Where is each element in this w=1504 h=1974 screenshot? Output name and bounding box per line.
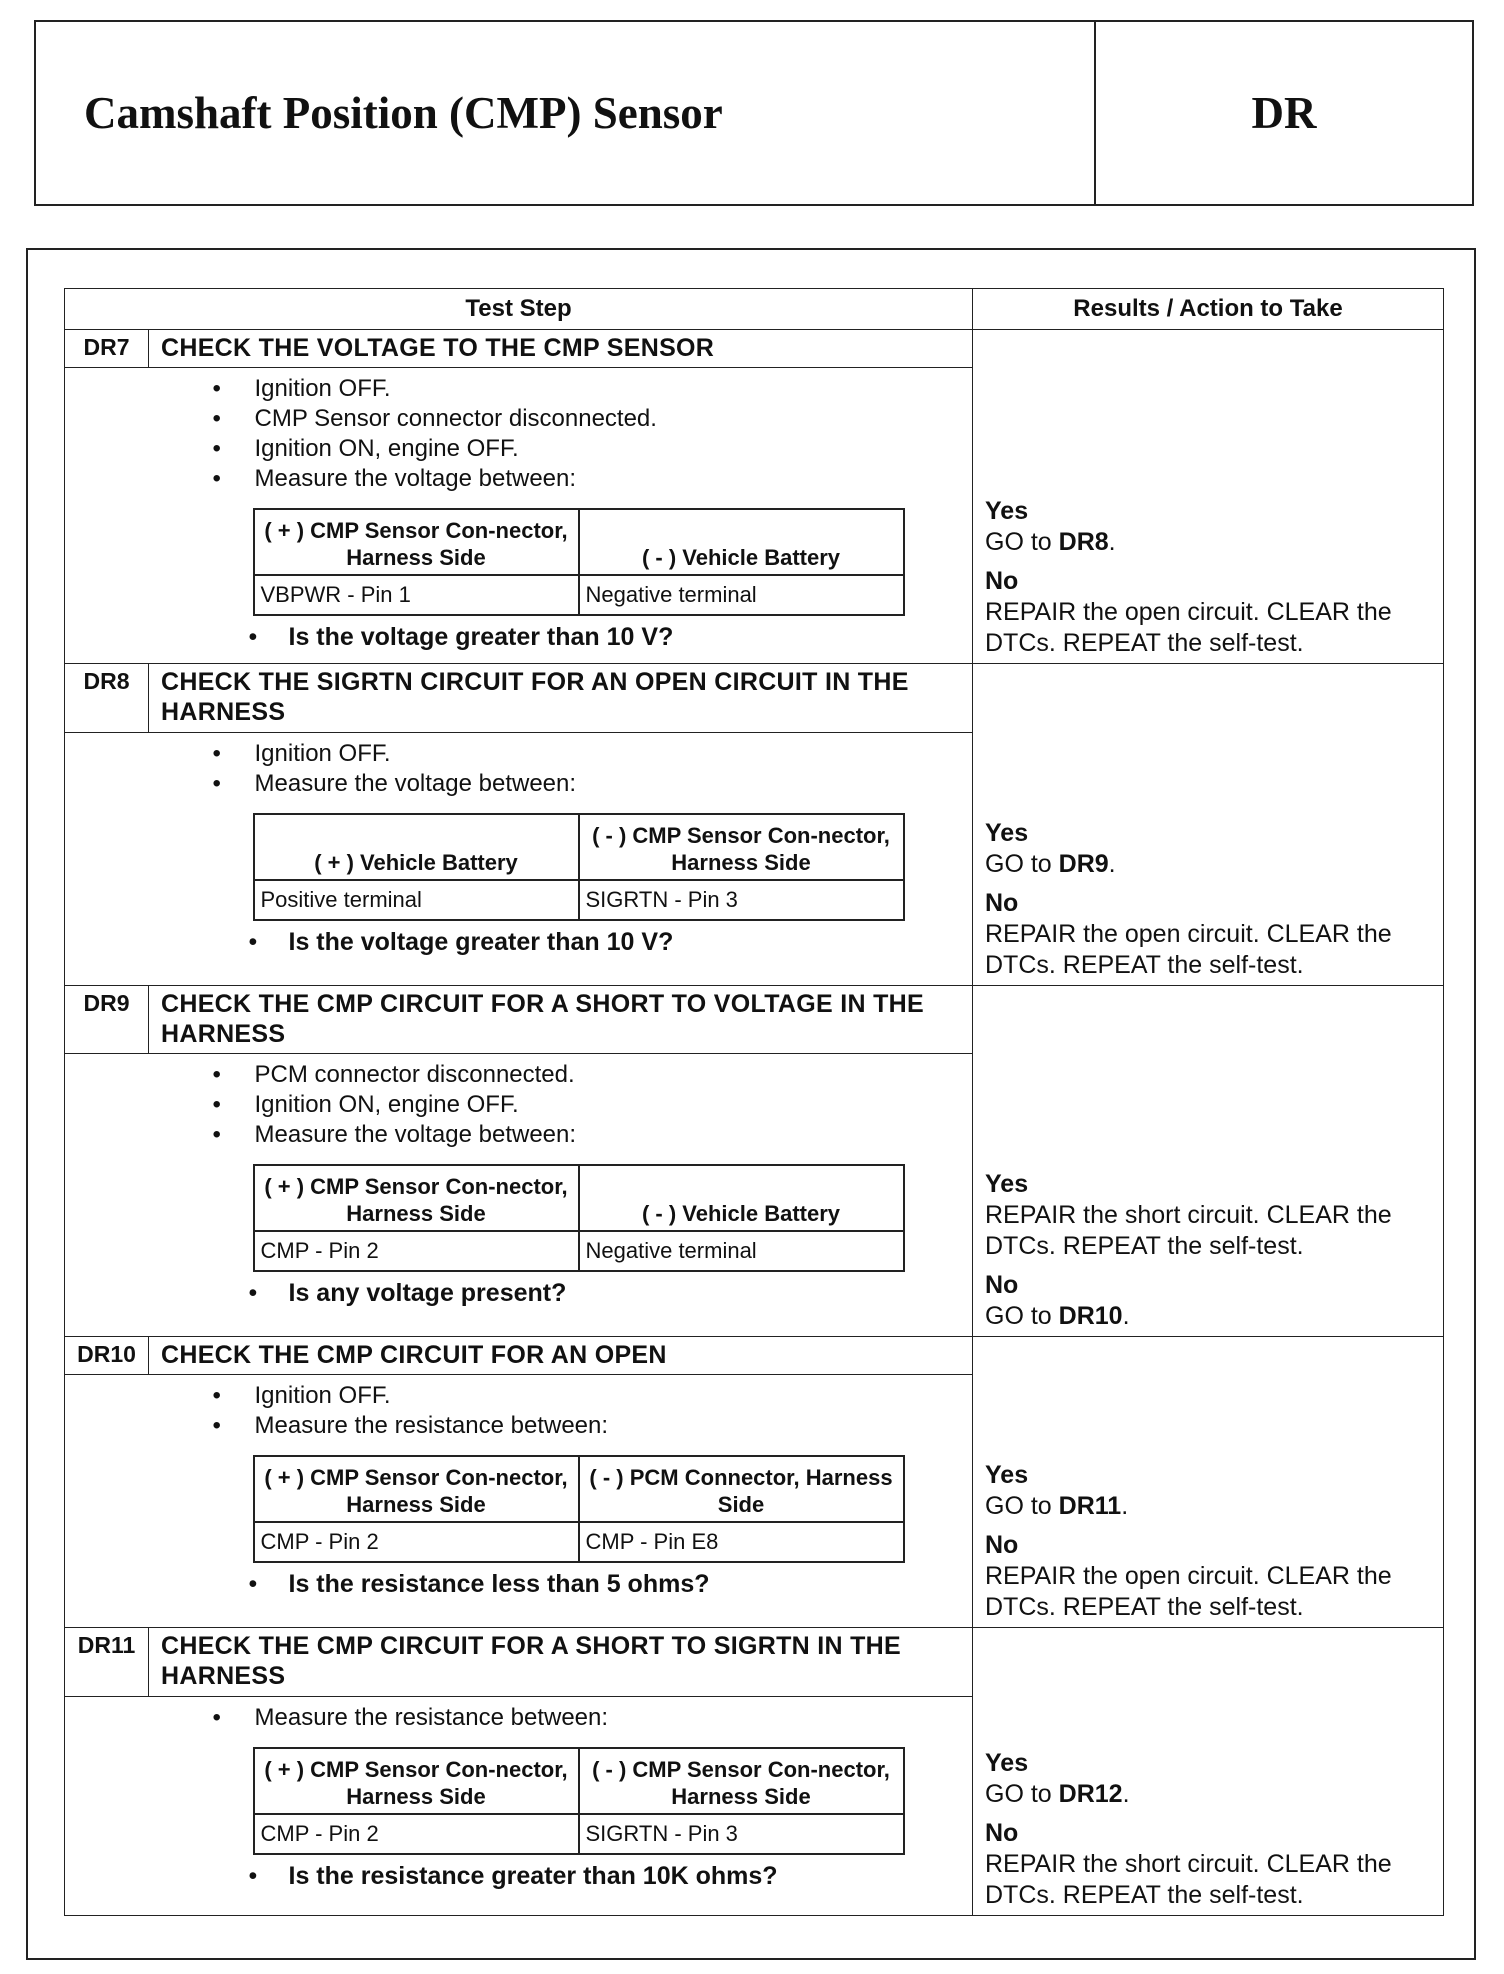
step-question: • Is the voltage greater than 10 V?: [289, 622, 967, 652]
step-id: DR8: [65, 664, 149, 733]
step-instruction: • Ignition OFF.: [255, 1381, 967, 1411]
step-result: [973, 330, 1444, 664]
no-action: REPAIR the short circuit. CLEAR the DTCs. REPEAT the self-test.: [985, 1850, 1392, 1909]
yes-step-ref: DR12: [1058, 1780, 1123, 1808]
instruction-list: [149, 374, 967, 494]
step-id: DR7: [65, 330, 149, 368]
measure-col-negative: ( - ) Vehicle Battery: [579, 1165, 904, 1231]
yes-action: REPAIR the short circuit. CLEAR the DTCs. REPEAT the self-test.: [985, 1201, 1392, 1261]
yes-action: GO to DR12.: [985, 1780, 1130, 1808]
measurement-table: [253, 1455, 905, 1563]
measure-val-positive: CMP - Pin 2: [254, 1231, 579, 1271]
step-title-row: [65, 1337, 1444, 1375]
measure-val-negative: Negative terminal: [579, 1231, 904, 1271]
measure-col-positive: ( + ) CMP Sensor Con-nector, Harness Side: [254, 1748, 579, 1814]
no-label: No: [985, 1531, 1019, 1560]
no-action: REPAIR the open circuit. CLEAR the DTCs. REPEAT the self-test.: [985, 598, 1392, 657]
step-instruction: • Ignition OFF.: [255, 374, 967, 404]
instruction-list: [149, 1703, 967, 1733]
step-instruction: • Measure the resistance between:: [255, 1411, 967, 1441]
measure-val-negative: CMP - Pin E8: [579, 1522, 904, 1562]
diagnostic-table: [64, 288, 1444, 1916]
step-instruction: • Measure the voltage between:: [255, 464, 967, 494]
yes-step-ref: DR11: [1058, 1492, 1122, 1521]
no-action: REPAIR the open circuit. CLEAR the DTCs. REPEAT the self-test.: [985, 1562, 1392, 1622]
step-body: [149, 1375, 973, 1628]
step-id: DR10: [65, 1337, 149, 1375]
measure-val-positive: VBPWR - Pin 1: [254, 575, 579, 615]
step-title: CHECK THE SIGRTN CIRCUIT FOR AN OPEN CIRCUIT IN THE HARNESS: [149, 664, 973, 733]
step-instruction: • Ignition ON, engine OFF.: [255, 434, 967, 464]
step-instruction: • CMP Sensor connector disconnected.: [255, 404, 967, 434]
measurement-table: [253, 508, 905, 616]
table-header-row: [65, 289, 1444, 330]
step-result: [973, 664, 1444, 986]
page-header: [34, 20, 1474, 206]
step-instruction: • Ignition ON, engine OFF.: [255, 1090, 967, 1120]
step-id: DR11: [65, 1628, 149, 1697]
measure-col-negative: ( - ) CMP Sensor Con-nector, Harness Side: [579, 814, 904, 880]
no-action: GO to DR10.: [985, 1302, 1130, 1331]
yes-action: GO to DR9.: [985, 849, 1116, 878]
question-list: [149, 1278, 967, 1308]
no-label: No: [985, 1819, 1019, 1847]
step-question: • Is the resistance less than 5 ohms?: [289, 1569, 967, 1599]
no-action: REPAIR the open circuit. CLEAR the DTCs. REPEAT the self-test.: [985, 919, 1392, 979]
yes-action: GO to DR8.: [985, 528, 1116, 556]
measure-val-positive: CMP - Pin 2: [254, 1522, 579, 1562]
yes-step-ref: DR8: [1058, 528, 1109, 556]
yes-label: Yes: [985, 497, 1029, 525]
step-instruction: • Measure the voltage between:: [255, 769, 967, 799]
step-question: • Is any voltage present?: [289, 1278, 967, 1308]
step-title: CHECK THE VOLTAGE TO THE CMP SENSOR: [149, 330, 973, 368]
measurement-table: [253, 1747, 905, 1855]
step-question: • Is the voltage greater than 10 V?: [289, 927, 967, 957]
measure-val-positive: Positive terminal: [254, 880, 579, 920]
measure-col-negative: ( - ) Vehicle Battery: [579, 509, 904, 575]
measure-col-negative: ( - ) PCM Connector, Harness Side: [579, 1456, 904, 1522]
step-body: [149, 1054, 973, 1337]
measurement-table: [253, 813, 905, 921]
measure-col-positive: ( + ) CMP Sensor Con-nector, Harness Side: [254, 1456, 579, 1522]
step-title-row: [65, 664, 1444, 733]
yes-label: Yes: [985, 1461, 1029, 1490]
page-title: Camshaft Position (CMP) Sensor: [36, 22, 1096, 204]
step-result: [973, 1337, 1444, 1628]
question-list: [149, 1861, 967, 1891]
question-list: [149, 927, 967, 957]
step-result: [973, 1628, 1444, 1916]
step-title: CHECK THE CMP CIRCUIT FOR AN OPEN: [149, 1337, 973, 1375]
measure-val-negative: SIGRTN - Pin 3: [579, 1814, 904, 1854]
section-code: DR: [1251, 88, 1317, 138]
measure-col-positive: ( + ) Vehicle Battery: [254, 814, 579, 880]
instruction-list: [149, 739, 967, 799]
measure-col-negative: ( - ) CMP Sensor Con-nector, Harness Side: [579, 1748, 904, 1814]
test-step-header: Test Step: [65, 289, 973, 330]
step-question: • Is the resistance greater than 10K ohms?: [289, 1861, 967, 1891]
question-list: [149, 622, 967, 652]
measure-val-positive: CMP - Pin 2: [254, 1814, 579, 1854]
step-id: DR9: [65, 985, 149, 1054]
results-header: Results / Action to Take: [973, 289, 1444, 330]
step-result: [973, 985, 1444, 1336]
no-label: No: [985, 888, 1019, 917]
no-step-ref: DR10: [1058, 1302, 1123, 1331]
step-title-row: [65, 985, 1444, 1054]
measurement-table: [253, 1164, 905, 1272]
measure-col-positive: ( + ) CMP Sensor Con-nector, Harness Side: [254, 509, 579, 575]
step-instruction: • Ignition OFF.: [255, 739, 967, 769]
yes-action: GO to DR11.: [985, 1492, 1129, 1521]
step-body: [149, 367, 973, 663]
step-instruction: • Measure the voltage between:: [255, 1120, 967, 1150]
step-title: CHECK THE CMP CIRCUIT FOR A SHORT TO SIGRTN IN THE HARNESS: [149, 1628, 973, 1697]
yes-label: Yes: [985, 818, 1029, 847]
step-title-row: [65, 330, 1444, 368]
step-title-row: [65, 1628, 1444, 1697]
no-label: No: [985, 1271, 1019, 1300]
yes-label: Yes: [985, 1170, 1029, 1199]
step-body: [149, 1696, 973, 1915]
question-list: [149, 1569, 967, 1599]
step-instruction: • PCM connector disconnected.: [255, 1060, 967, 1090]
step-body: [149, 732, 973, 985]
instruction-list: [149, 1060, 967, 1150]
measure-col-positive: ( + ) CMP Sensor Con-nector, Harness Side: [254, 1165, 579, 1231]
yes-label: Yes: [985, 1749, 1029, 1777]
measure-val-negative: SIGRTN - Pin 3: [579, 880, 904, 920]
step-title: CHECK THE CMP CIRCUIT FOR A SHORT TO VOLTAGE IN THE HARNESS: [149, 985, 973, 1054]
yes-step-ref: DR9: [1058, 849, 1109, 878]
instruction-list: [149, 1381, 967, 1441]
step-instruction: • Measure the resistance between:: [255, 1703, 967, 1733]
no-label: No: [985, 567, 1019, 595]
measure-val-negative: Negative terminal: [579, 575, 904, 615]
